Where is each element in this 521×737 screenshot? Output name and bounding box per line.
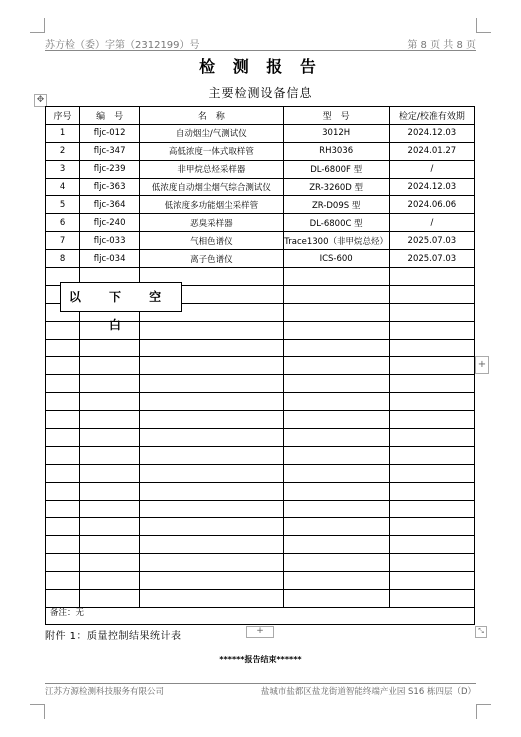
table-cell[interactable]: 低浓度自动烟尘烟气综合测试仪 — [140, 178, 283, 196]
doc-number: 苏方检（委）字第（2312199）号 — [45, 40, 200, 51]
remarks-cell[interactable] — [45, 598, 475, 625]
empty-table-row — [46, 393, 475, 411]
table-row — [46, 250, 475, 268]
table-cell[interactable]: ZR-D09S 型 — [283, 196, 389, 214]
empty-table-cell[interactable] — [283, 357, 389, 375]
empty-table-cell[interactable] — [140, 429, 283, 447]
empty-table-row — [46, 518, 475, 536]
table-cell[interactable]: fljc-364 — [80, 196, 140, 214]
empty-table-cell[interactable] — [80, 411, 140, 429]
crop-mark-bottom-right — [476, 704, 491, 719]
table-cell[interactable]: DL-6800F 型 — [283, 160, 389, 178]
table-cell[interactable]: 2 — [46, 142, 80, 160]
empty-table-row — [46, 411, 475, 429]
empty-table-cell[interactable] — [80, 464, 140, 482]
table-cell[interactable]: 2024.12.03 — [389, 124, 474, 142]
empty-table-cell[interactable] — [46, 429, 80, 447]
table-cell[interactable]: 气相色谱仪 — [140, 232, 283, 250]
empty-table-cell[interactable] — [389, 375, 474, 393]
empty-table-cell[interactable] — [389, 429, 474, 447]
empty-table-cell[interactable] — [46, 411, 80, 429]
table-cell[interactable]: 4 — [46, 178, 80, 196]
empty-table-row — [46, 375, 475, 393]
empty-table-cell[interactable] — [389, 339, 474, 357]
empty-table-cell[interactable] — [46, 572, 80, 590]
empty-table-cell[interactable] — [46, 357, 80, 375]
table-cell[interactable]: / — [389, 160, 474, 178]
empty-table-cell[interactable] — [389, 411, 474, 429]
page-header — [45, 36, 476, 51]
table-cell[interactable]: / — [389, 214, 474, 232]
table-cell[interactable]: 1 — [46, 124, 80, 142]
empty-table-cell[interactable] — [283, 464, 389, 482]
empty-table-cell[interactable] — [283, 500, 389, 518]
crop-mark-top-left — [30, 18, 45, 33]
empty-table-cell[interactable] — [140, 339, 283, 357]
table-cell[interactable]: ZR-3260D 型 — [283, 178, 389, 196]
empty-table-cell[interactable] — [389, 518, 474, 536]
empty-table-cell[interactable] — [46, 536, 80, 554]
empty-table-cell[interactable] — [46, 464, 80, 482]
table-row — [46, 214, 475, 232]
empty-table-cell[interactable] — [283, 518, 389, 536]
empty-table-cell[interactable] — [140, 464, 283, 482]
empty-table-cell[interactable] — [283, 393, 389, 411]
table-move-handle-icon[interactable]: ✥ — [34, 94, 47, 107]
table-cell[interactable]: 非甲烷总烃采样器 — [140, 160, 283, 178]
table-cell[interactable]: 8 — [46, 250, 80, 268]
table-cell[interactable]: 2024.06.06 — [389, 196, 474, 214]
empty-table-cell[interactable] — [140, 321, 283, 339]
table-row — [46, 160, 475, 178]
empty-table-cell[interactable] — [80, 339, 140, 357]
blank-below-stamp: 以 下 空 白 — [60, 282, 182, 312]
empty-table-cell[interactable] — [389, 393, 474, 411]
empty-table-cell[interactable] — [46, 482, 80, 500]
table-cell[interactable]: 2024.12.03 — [389, 178, 474, 196]
empty-table-cell[interactable] — [283, 536, 389, 554]
empty-table-cell[interactable] — [46, 393, 80, 411]
empty-table-cell[interactable] — [46, 321, 80, 339]
empty-table-cell[interactable] — [46, 339, 80, 357]
table-cell[interactable]: 3012H — [283, 124, 389, 142]
empty-table-cell[interactable] — [283, 411, 389, 429]
table-cell[interactable]: ICS-600 — [283, 250, 389, 268]
empty-table-cell[interactable] — [80, 357, 140, 375]
empty-table-cell[interactable] — [389, 554, 474, 572]
empty-table-row — [46, 536, 475, 554]
empty-table-cell[interactable] — [283, 446, 389, 464]
table-row — [46, 232, 475, 250]
empty-table-row — [46, 446, 475, 464]
table-cell[interactable]: 低浓度多功能烟尘采样管 — [140, 196, 283, 214]
empty-table-cell[interactable] — [140, 518, 283, 536]
table-cell[interactable]: fljc-363 — [80, 178, 140, 196]
empty-table-cell[interactable] — [140, 554, 283, 572]
empty-table-cell[interactable] — [80, 572, 140, 590]
page-info: 第 8 页 共 8 页 — [407, 40, 476, 51]
add-column-plus-icon[interactable]: + — [475, 356, 489, 374]
column-header: 序号 — [46, 107, 80, 125]
table-header-row — [46, 107, 475, 125]
empty-table-cell[interactable] — [283, 429, 389, 447]
empty-table-row — [46, 357, 475, 375]
empty-table-cell[interactable] — [389, 357, 474, 375]
empty-table-row — [46, 464, 475, 482]
table-cell[interactable]: 恶臭采样器 — [140, 214, 283, 232]
column-header: 检定/校准有效期 — [389, 107, 474, 125]
table-row — [46, 124, 475, 142]
table-cell[interactable]: fljc-240 — [80, 214, 140, 232]
table-row — [46, 178, 475, 196]
empty-table-row — [46, 572, 475, 590]
table-cell[interactable]: DL-6800C 型 — [283, 214, 389, 232]
report-subtitle: 主要检测设备信息 — [208, 86, 313, 100]
table-cell[interactable]: 自动烟尘/气测试仪 — [140, 124, 283, 142]
report-title: 检 测 报 告 — [199, 57, 322, 76]
empty-table-row — [46, 500, 475, 518]
empty-table-row — [46, 554, 475, 572]
page-footer — [45, 683, 476, 698]
empty-table-cell[interactable] — [140, 446, 283, 464]
remarks-text: 备注：无 — [50, 608, 85, 618]
empty-table-cell[interactable] — [389, 500, 474, 518]
column-header: 名 称 — [140, 107, 283, 125]
empty-table-row — [46, 482, 475, 500]
empty-table-cell[interactable] — [389, 446, 474, 464]
attachment-line: 附件 1：质量控制结果统计表 — [45, 631, 182, 642]
empty-table-cell[interactable] — [80, 482, 140, 500]
empty-table-cell[interactable] — [140, 482, 283, 500]
footer-company: 江苏方源检测科技服务有限公司 — [45, 687, 165, 697]
table-cell[interactable]: 6 — [46, 214, 80, 232]
footer-address: 盐城市盐都区盐龙街道智能终端产业园 S16 栋四层（D） — [260, 687, 476, 697]
empty-table-cell[interactable] — [80, 429, 140, 447]
empty-table-cell[interactable] — [46, 446, 80, 464]
empty-table-cell[interactable] — [389, 464, 474, 482]
table-cell[interactable]: RH3036 — [283, 142, 389, 160]
table-cell[interactable]: 高低浓度一体式取样管 — [140, 142, 283, 160]
empty-table-cell[interactable] — [283, 339, 389, 357]
empty-table-cell[interactable] — [80, 518, 140, 536]
empty-table-cell[interactable] — [283, 268, 389, 286]
empty-table-cell[interactable] — [80, 393, 140, 411]
table-cell[interactable]: Trace1300（非甲烷总烃） — [283, 232, 389, 250]
empty-table-cell[interactable] — [46, 375, 80, 393]
empty-table-cell[interactable] — [46, 518, 80, 536]
table-resize-handle-icon[interactable]: ⤡ — [475, 626, 487, 638]
empty-table-cell[interactable] — [80, 554, 140, 572]
table-row — [46, 196, 475, 214]
empty-table-cell[interactable] — [80, 536, 140, 554]
empty-table-cell[interactable] — [389, 482, 474, 500]
table-cell[interactable]: 7 — [46, 232, 80, 250]
equipment-table — [45, 106, 475, 608]
empty-table-cell[interactable] — [283, 482, 389, 500]
report-end-marker: ******报告结束****** — [219, 655, 302, 664]
table-cell[interactable]: fljc-033 — [80, 232, 140, 250]
empty-table-cell[interactable] — [46, 554, 80, 572]
table-row — [46, 142, 475, 160]
crop-mark-top-right — [476, 18, 491, 33]
empty-table-cell[interactable] — [389, 285, 474, 303]
column-header: 编 号 — [80, 107, 140, 125]
empty-table-row — [46, 339, 475, 357]
table-cell[interactable]: 3 — [46, 160, 80, 178]
empty-table-cell[interactable] — [283, 375, 389, 393]
table-cell[interactable]: 2025.07.03 — [389, 250, 474, 268]
empty-table-cell[interactable] — [389, 268, 474, 286]
empty-table-cell[interactable] — [389, 536, 474, 554]
empty-table-cell[interactable] — [283, 303, 389, 321]
empty-table-cell[interactable] — [140, 411, 283, 429]
column-header: 型 号 — [283, 107, 389, 125]
table-cell[interactable]: fljc-012 — [80, 124, 140, 142]
empty-table-cell[interactable] — [80, 500, 140, 518]
empty-table-cell[interactable] — [283, 572, 389, 590]
empty-table-cell[interactable] — [389, 572, 474, 590]
empty-table-cell[interactable] — [140, 536, 283, 554]
empty-table-cell[interactable] — [140, 357, 283, 375]
table-cell[interactable]: fljc-239 — [80, 160, 140, 178]
empty-table-cell[interactable] — [140, 500, 283, 518]
empty-table-cell[interactable] — [140, 393, 283, 411]
table-cell[interactable]: 离子色谱仪 — [140, 250, 283, 268]
table-cell[interactable]: 2025.07.03 — [389, 232, 474, 250]
empty-table-cell[interactable] — [389, 321, 474, 339]
empty-table-cell[interactable] — [140, 375, 283, 393]
empty-table-cell[interactable] — [80, 446, 140, 464]
empty-table-cell[interactable] — [140, 572, 283, 590]
table-cell[interactable]: fljc-034 — [80, 250, 140, 268]
table-cell[interactable]: 2024.01.27 — [389, 142, 474, 160]
empty-table-row — [46, 429, 475, 447]
empty-table-cell[interactable] — [283, 285, 389, 303]
add-row-plus-icon[interactable]: + — [246, 626, 274, 638]
empty-table-cell[interactable] — [46, 500, 80, 518]
empty-table-cell[interactable] — [283, 321, 389, 339]
empty-table-cell[interactable] — [283, 554, 389, 572]
crop-mark-bottom-left — [30, 704, 45, 719]
empty-table-cell[interactable] — [389, 303, 474, 321]
table-cell[interactable]: 5 — [46, 196, 80, 214]
table-cell[interactable]: fljc-347 — [80, 142, 140, 160]
empty-table-cell[interactable] — [80, 375, 140, 393]
